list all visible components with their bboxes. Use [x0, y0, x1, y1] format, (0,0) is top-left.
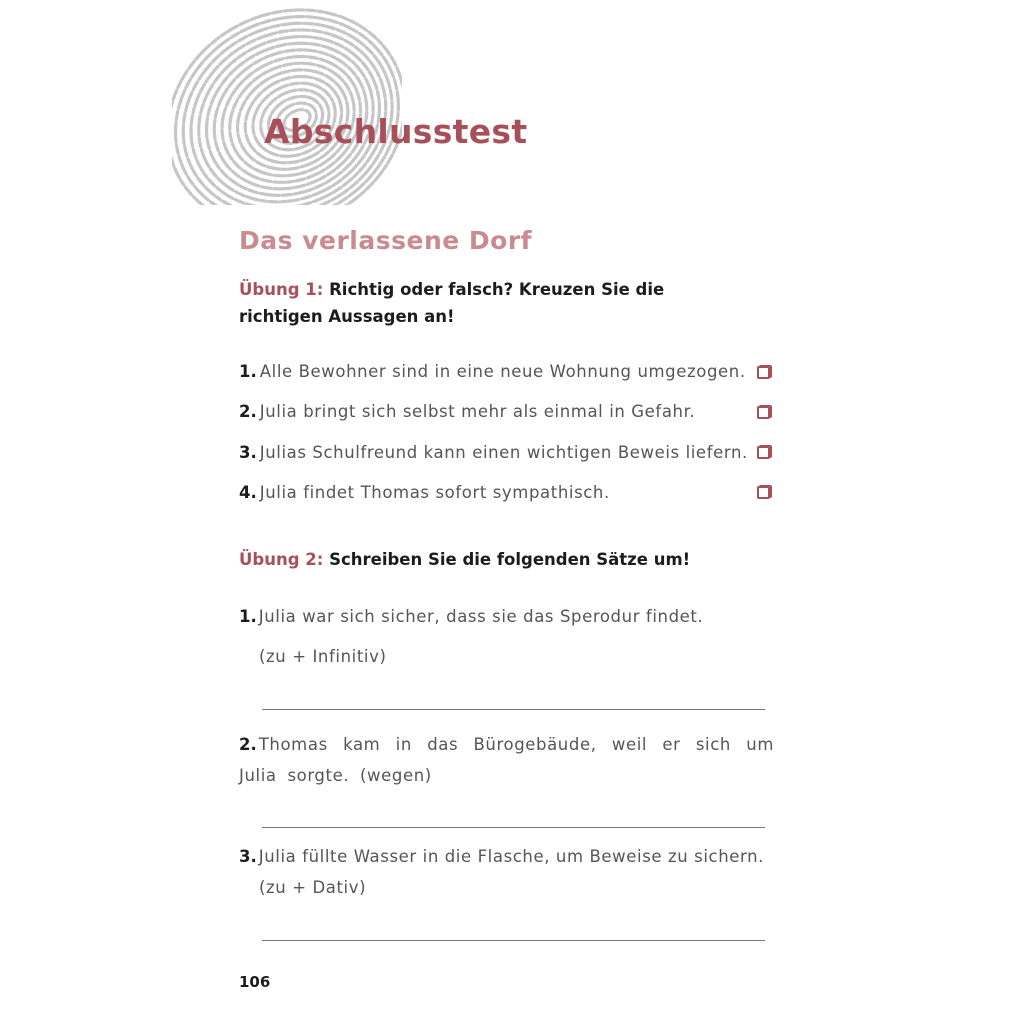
- sentence-text: Thomas kam in das Bürogebäude, weil er sich um Julia sorgte. (wegen): [239, 735, 774, 785]
- page-number: 106: [239, 973, 271, 991]
- statement-2-checkbox[interactable]: [757, 406, 770, 419]
- fingerprint-icon: [172, 0, 402, 205]
- sentence-hint: (zu + Dativ): [259, 878, 367, 897]
- exercise-1-text: Richtig oder falsch? Kreuzen Sie die richtigen Aussagen an!: [239, 280, 665, 326]
- statement-text: Julias Schulfreund kann einen wichtigen Beweis liefern.: [259, 443, 748, 462]
- statement-2: [239, 402, 695, 421]
- statement-text: Alle Bewohner sind in eine neue Wohnung umgezogen.: [259, 362, 746, 381]
- statement-text: Julia bringt sich selbst mehr als einmal in Gefahr.: [259, 402, 696, 421]
- answer-line-3[interactable]: [262, 940, 765, 941]
- sentence-number: 2.: [239, 735, 257, 754]
- exercise-2-instruction: [239, 546, 739, 573]
- sentence-text: Julia füllte Wasser in die Flasche, um Beweise zu sichern.: [258, 847, 765, 866]
- statement-3-checkbox[interactable]: [757, 446, 770, 459]
- statement-1: [239, 362, 746, 381]
- story-title: Das verlassene Dorf: [239, 226, 533, 255]
- statement-4: [239, 483, 610, 502]
- sentence-number: 1.: [239, 607, 257, 626]
- statement-number: 2.: [239, 402, 257, 421]
- sentence-text: Julia war sich sicher, dass sie das Sperodur findet.: [258, 607, 704, 626]
- exercise-1-instruction: [239, 276, 739, 330]
- statement-number: 3.: [239, 443, 257, 462]
- statement-4-checkbox[interactable]: [757, 486, 770, 499]
- exercise-1-label: Übung 1:: [239, 280, 324, 299]
- exercise-2-label: Übung 2:: [239, 550, 324, 569]
- statement-number: 4.: [239, 483, 257, 502]
- answer-line-1[interactable]: [262, 709, 765, 710]
- statement-3: [239, 443, 748, 462]
- sentence-3: [239, 841, 774, 903]
- statement-1-checkbox[interactable]: [757, 366, 770, 379]
- statement-text: Julia findet Thomas sofort sympathisch.: [259, 483, 610, 502]
- answer-line-2[interactable]: [262, 827, 765, 828]
- exercise-2-text: Schreiben Sie die folgenden Sätze um!: [329, 550, 691, 569]
- statement-number: 1.: [239, 362, 257, 381]
- sentence-1: [239, 601, 774, 672]
- sentence-hint: (zu + Infinitiv): [259, 647, 387, 666]
- sentence-2: [239, 729, 774, 791]
- sentence-number: 3.: [239, 847, 257, 866]
- page-title: Abschlusstest: [264, 112, 528, 151]
